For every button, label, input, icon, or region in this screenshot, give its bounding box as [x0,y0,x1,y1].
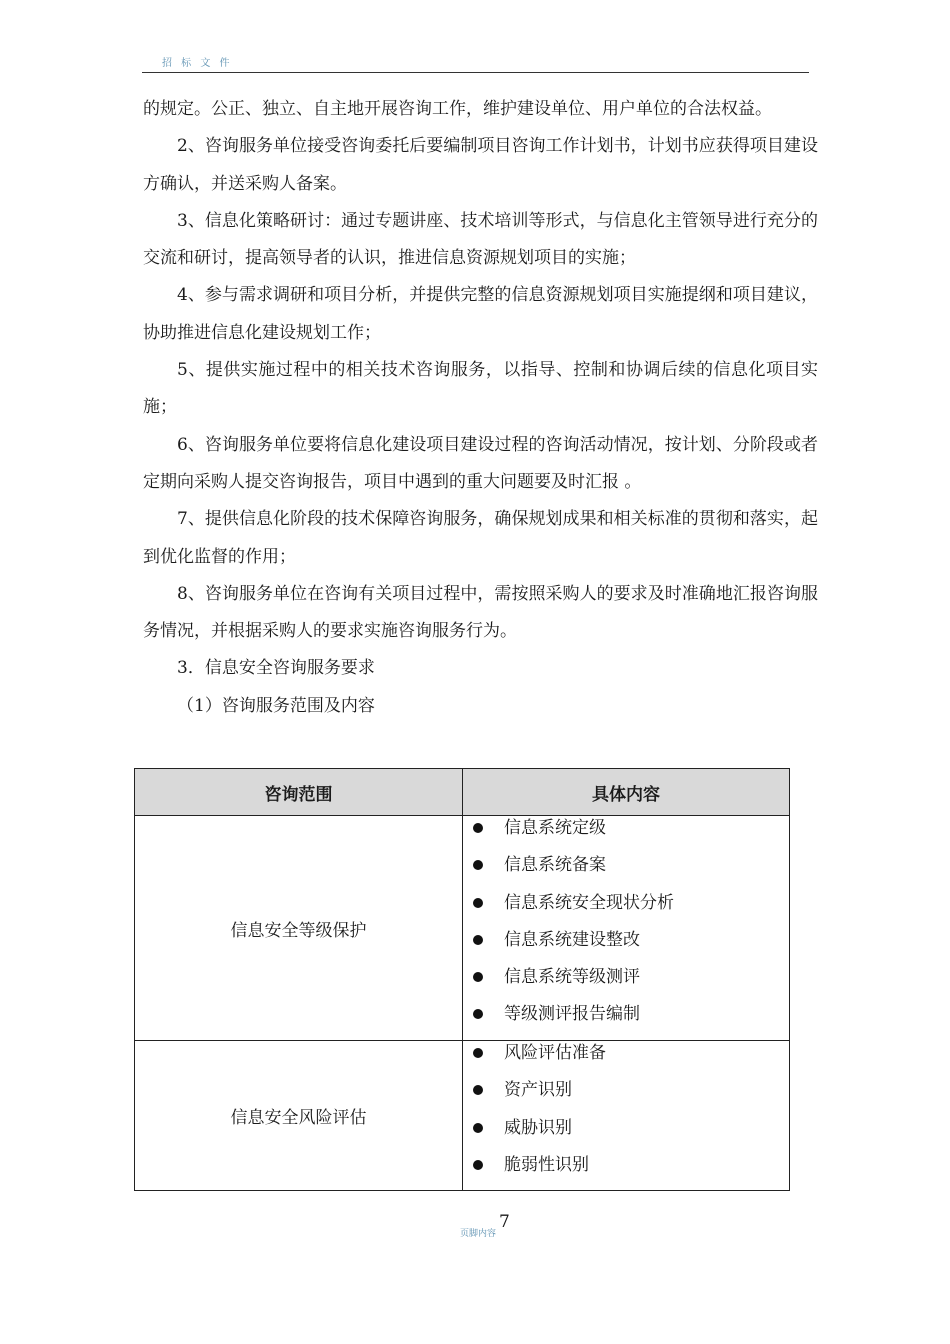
paragraph-5: 5、提供实施过程中的相关技术咨询服务，以指导、控制和协调后续的信息化项目实施； [143,360,818,418]
bullet-icon [473,935,483,945]
list-item: 等级测评报告编制 [463,1002,789,1039]
bullet-icon [473,1085,483,1095]
bullet-icon [473,1009,483,1019]
section-heading: 3．信息安全咨询服务要求 [177,658,375,679]
document-body [143,91,818,725]
bullet-icon [473,972,483,982]
header-content: 具体内容 [463,769,790,816]
scope-cell: 信息安全风险评估 [135,1041,463,1191]
table-row [135,816,790,1041]
list-item: 资产识别 [463,1078,789,1115]
paragraph-6: 6、咨询服务单位要将信息化建设项目建设过程的咨询活动情况，按计划、分阶段或者定期向采购人提交咨询报告，项目中遇到的重大问题要及时汇报 。 [143,434,818,492]
bullet-icon [473,860,483,870]
paragraph-3: 3、信息化策略研讨：通过专题讲座、技术培训等形式，与信息化主管领导进行充分的交流和研讨，提高领导者的认识，推进信息资源规划项目的实施； [143,210,818,269]
content-list [463,816,789,1040]
paragraph-1: 的规定。公正、独立、自主地开展咨询工作，维护建设单位、用户单位的合法权益。 [143,99,772,119]
header-label: 招 标 文 件 [162,58,233,69]
bullet-icon [473,823,483,833]
content-list [463,1041,789,1190]
paragraph-2: 2、咨询服务单位接受咨询委托后要编制项目咨询工作计划书，计划书应获得项目建设方确认，并送采购人备案。 [143,136,818,194]
page-header [142,58,809,73]
list-item: 脆弱性识别 [463,1153,789,1190]
list-item: 信息系统安全现状分析 [463,891,789,928]
table-header-row [135,769,790,816]
scope-cell: 信息安全等级保护 [135,816,463,1041]
paragraph-7: 7、提供信息化阶段的技术保障咨询服务，确保规划成果和相关标准的贯彻和落实，起到优化监督的作用； [143,509,818,567]
footer-label: 页脚内容 [460,1229,497,1239]
list-item: 信息系统备案 [463,853,789,890]
content-cell [463,1041,790,1191]
table-row [135,1041,790,1191]
list-item: 信息系统定级 [463,816,789,853]
paragraph-8: 8、咨询服务单位在咨询有关项目过程中，需按照采购人的要求及时准确地汇报咨询服务情况，并根据采购人的要求实施咨询服务行为。 [143,583,818,642]
list-item: 威胁识别 [463,1116,789,1153]
list-item: 风险评估准备 [463,1041,789,1078]
bullet-icon [473,1123,483,1133]
paragraph-4: 4、参与需求调研和项目分析，并提供完整的信息资源规划项目实施提纲和项目建议，协助推进信息化建设规划工作； [143,285,818,343]
list-item: 信息系统等级测评 [463,965,789,1002]
content-cell [463,816,790,1041]
header-scope: 咨询范围 [135,769,463,816]
bullet-icon [473,1160,483,1170]
page-number: 7 [499,1212,510,1232]
list-item: 信息系统建设整改 [463,928,789,965]
bullet-icon [473,898,483,908]
subsection-heading: （1）咨询服务范围及内容 [177,695,375,716]
scope-table [134,768,790,1191]
bullet-icon [473,1048,483,1058]
